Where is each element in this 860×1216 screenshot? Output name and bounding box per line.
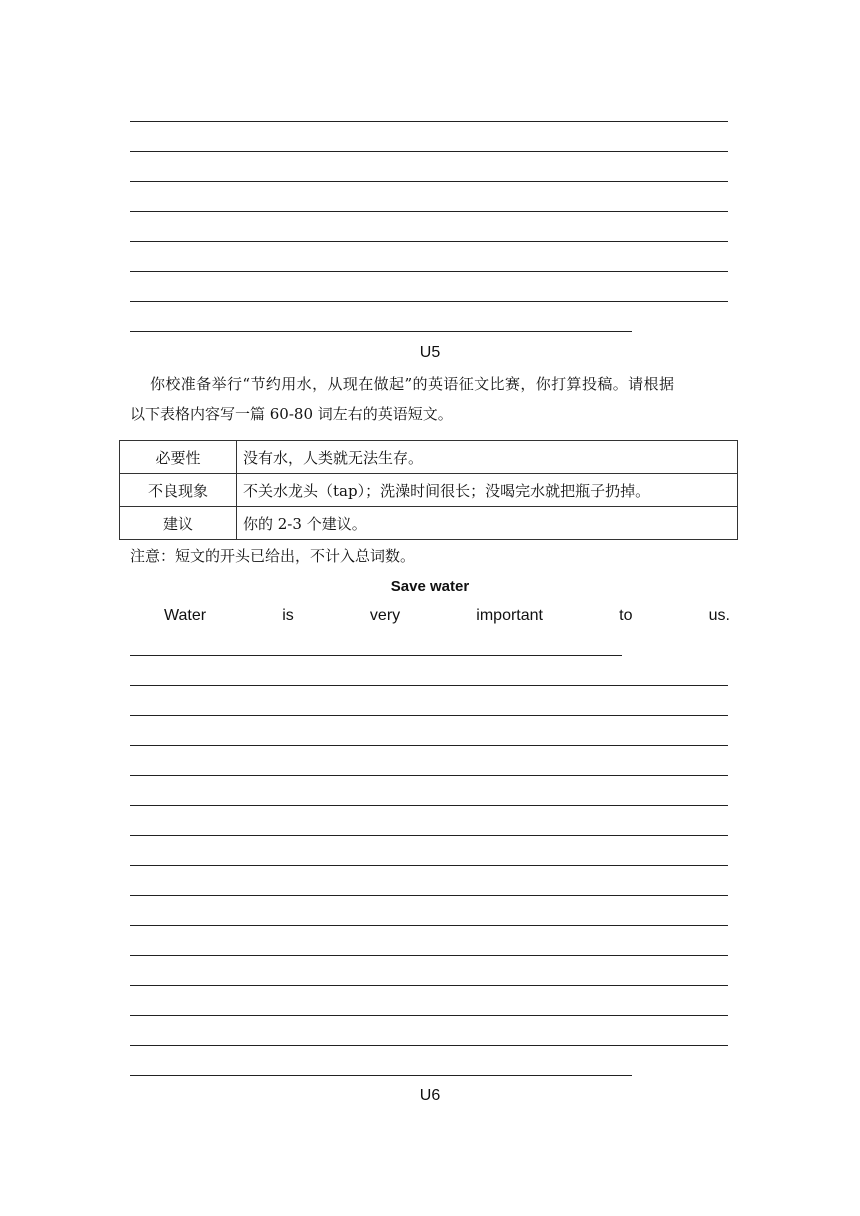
answer-line [130, 925, 728, 926]
opening-word: to [619, 607, 633, 624]
answer-line [130, 655, 622, 656]
content-table [119, 440, 738, 540]
essay-title: Save water [390, 578, 470, 595]
answer-line [130, 181, 728, 182]
table-key: 必要性 [120, 441, 237, 474]
table-value: 不关水龙头（tap）；洗澡时间很长；没喝完水就把瓶子扔掉。 [237, 474, 738, 507]
table-key: 不良现象 [120, 474, 237, 507]
table-row [120, 507, 738, 540]
answer-line [130, 895, 728, 896]
opening-word: important [476, 607, 543, 624]
opening-word: is [282, 607, 294, 624]
answer-line [130, 685, 728, 686]
answer-line [130, 985, 728, 986]
answer-line [130, 745, 728, 746]
writing-prompt [130, 369, 730, 429]
answer-line [130, 331, 632, 332]
answer-line [130, 1075, 632, 1076]
answer-line [130, 241, 728, 242]
opening-word: Water [164, 607, 207, 624]
opening-word: very [369, 607, 401, 624]
answer-line [130, 775, 728, 776]
opening-word: us. [708, 607, 730, 624]
table-row [120, 441, 738, 474]
table-key: 建议 [120, 507, 237, 540]
answer-line [130, 151, 728, 152]
answer-line [130, 121, 728, 122]
prompt-line-1: 你校准备举行“节约用水，从现在做起”的英语征文比赛，你打算投稿。请根据 [150, 375, 675, 393]
unit-label-u6: U6 [419, 1087, 441, 1104]
answer-line [130, 715, 728, 716]
answer-line [130, 1045, 728, 1046]
answer-line [130, 805, 728, 806]
answer-line [130, 835, 728, 836]
note: 注意：短文的开头已给出，不计入总词数。 [130, 547, 416, 565]
answer-line [130, 301, 728, 302]
table-value: 没有水，人类就无法生存。 [237, 441, 738, 474]
answer-line [130, 865, 728, 866]
unit-label-u5: U5 [419, 344, 441, 361]
table-row [120, 474, 738, 507]
answer-line [130, 1015, 728, 1016]
table-value: 你的 2-3 个建议。 [237, 507, 738, 540]
essay-opening [130, 607, 730, 625]
prompt-line-2: 以下表格内容写一篇 60-80 词左右的英语短文。 [130, 405, 453, 423]
answer-line [130, 271, 728, 272]
answer-line [130, 955, 728, 956]
answer-line [130, 211, 728, 212]
